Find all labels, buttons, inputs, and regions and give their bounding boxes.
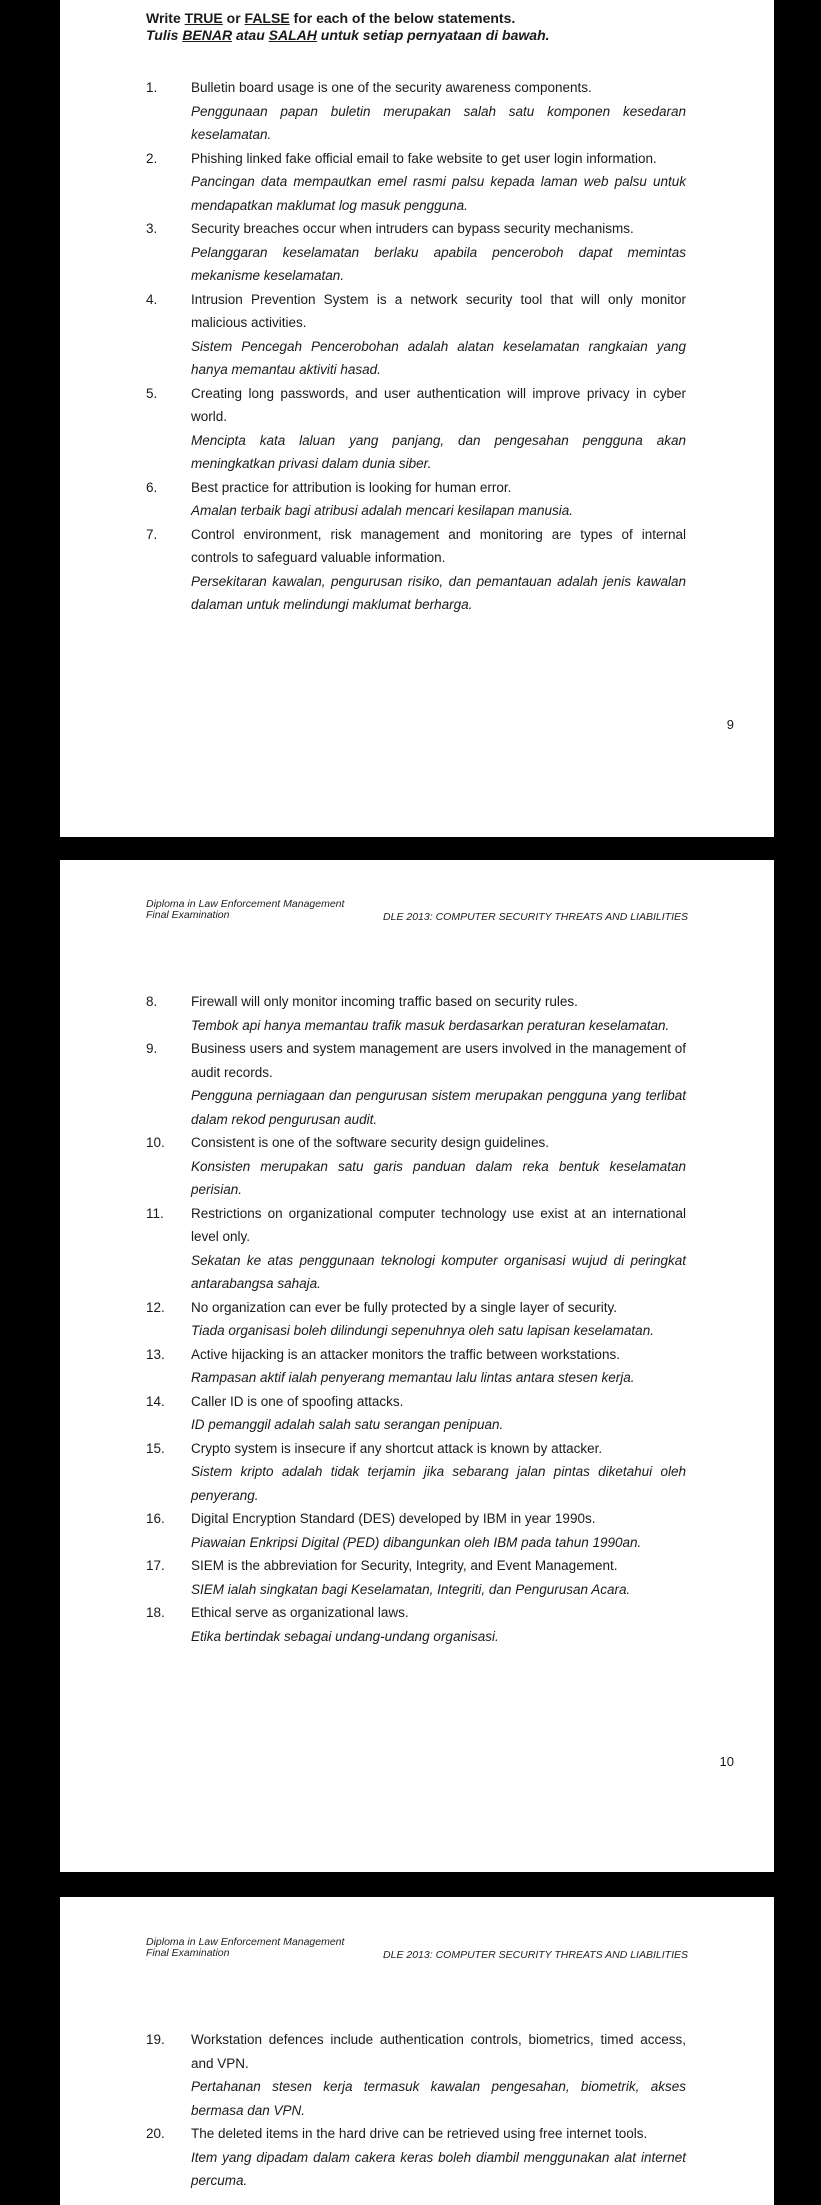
header-program xyxy=(146,899,344,921)
question-english: Active hijacking is an attacker monitors the traffic between workstations. xyxy=(191,1346,620,1362)
question-english: Ethical serve as organizational laws. xyxy=(191,1605,409,1620)
question-english: Restrictions on organizational computer technology use exist at an international level only. xyxy=(191,1205,686,1244)
question-number: 20. xyxy=(146,2126,165,2141)
question-number: 12. xyxy=(146,1299,165,1315)
instruction-malay xyxy=(146,27,550,44)
header-program-name: Diploma in Law Enforcement Management xyxy=(146,898,345,910)
question-item xyxy=(146,1037,686,1131)
instr-salah: SALAH xyxy=(268,27,317,43)
question-item xyxy=(146,1131,686,1202)
question-english: Security breaches occur when intruders can bypass security mechanisms. xyxy=(191,221,634,236)
question-english: SIEM is the abbreviation for Security, Integrity, and Event Management. xyxy=(191,1558,618,1573)
question-item xyxy=(146,1507,686,1554)
question-item xyxy=(146,1296,686,1343)
question-english: No organization can ever be fully protected by a single layer of security. xyxy=(191,1299,617,1315)
question-item xyxy=(146,1390,686,1437)
question-malay: Pertahanan stesen kerja termasuk kawalan pengesahan, biometrik, akses bermasa dan VPN. xyxy=(191,2079,686,2118)
question-number: 7. xyxy=(146,526,158,542)
question-number: 8. xyxy=(146,994,158,1009)
question-malay: Tiada organisasi boleh dilindungi sepenuhnya oleh satu lapisan keselamatan. xyxy=(191,1323,654,1338)
question-english: The deleted items in the hard drive can be retrieved using free internet tools. xyxy=(191,2126,648,2141)
question-number: 18. xyxy=(146,1605,165,1620)
page-number: 10 xyxy=(719,1754,734,1769)
question-malay: Item yang dipadam dalam cakera keras boleh diambil menggunakan alat internet percuma. xyxy=(191,2149,686,2188)
question-item xyxy=(146,476,686,523)
instr-false: FALSE xyxy=(244,10,290,26)
question-list xyxy=(146,990,686,1648)
header-exam-name: Final Examination xyxy=(146,1947,230,1959)
instr-text: or xyxy=(222,10,245,26)
header-exam-name: Final Examination xyxy=(146,909,230,921)
question-malay: Konsisten merupakan satu garis panduan dalam reka bentuk keselamatan perisian. xyxy=(191,1158,686,1197)
question-list xyxy=(146,2028,686,2193)
question-malay: Pelanggaran keselamatan berlaku apabila penceroboh dapat memintas mekanisme keselamatan. xyxy=(191,244,686,283)
question-item xyxy=(146,1343,686,1390)
question-item xyxy=(146,76,686,147)
question-malay: Penggunaan papan buletin merupakan salah satu komponen kesedaran keselamatan. xyxy=(191,103,686,142)
document-page-9 xyxy=(60,0,774,837)
question-number: 16. xyxy=(146,1511,165,1526)
question-malay: Persekitaran kawalan, pengurusan risiko, dan pemantauan adalah jenis kawalan dalaman untuk melindungi maklumat berharga. xyxy=(191,573,686,612)
instruction-english xyxy=(146,10,550,27)
question-item xyxy=(146,1202,686,1296)
header-program xyxy=(146,1937,344,1959)
question-english: Bulletin board usage is one of the security awareness components. xyxy=(191,80,592,95)
question-english: Consistent is one of the software security design guidelines. xyxy=(191,1135,549,1150)
question-number: 17. xyxy=(146,1558,165,1573)
header-program-name: Diploma in Law Enforcement Management xyxy=(146,1936,345,1948)
question-malay: Sistem Pencegah Pencerobohan adalah alatan keselamatan rangkaian yang hanya memantau aktiviti hasad. xyxy=(191,338,686,377)
question-english: Crypto system is insecure if any shortcut attack is known by attacker. xyxy=(191,1440,603,1456)
question-item xyxy=(146,288,686,382)
question-english: Creating long passwords, and user authentication will improve privacy in cyber world. xyxy=(191,385,686,424)
question-item xyxy=(146,382,686,476)
question-number: 4. xyxy=(146,291,158,307)
instr-true: TRUE xyxy=(184,10,223,26)
question-english: Intrusion Prevention System is a network security tool that will only monitor malicious activities. xyxy=(191,291,686,330)
question-number: 14. xyxy=(146,1393,165,1409)
document-page-10 xyxy=(60,860,774,1872)
instr-text: for each of the below statements. xyxy=(289,10,516,26)
instructions xyxy=(146,10,550,44)
question-number: 13. xyxy=(146,1346,165,1362)
instr-text: Tulis xyxy=(146,27,183,43)
question-english: Workstation defences include authentication controls, biometrics, timed access, and VPN. xyxy=(191,2032,686,2071)
question-number: 15. xyxy=(146,1440,165,1456)
question-malay: Pengguna perniagaan dan pengurusan sistem merupakan pengguna yang terlibat dalam rekod pengurusan audit. xyxy=(191,1088,686,1127)
question-item xyxy=(146,2122,686,2193)
instr-text: Write xyxy=(146,10,185,26)
question-number: 11. xyxy=(146,1205,164,1221)
question-english: Caller ID is one of spoofing attacks. xyxy=(191,1393,404,1409)
question-number: 5. xyxy=(146,385,158,401)
instr-text: atau xyxy=(232,27,269,43)
question-english: Digital Encryption Standard (DES) developed by IBM in year 1990s. xyxy=(191,1511,596,1526)
document-page-11 xyxy=(60,1897,774,2205)
question-item xyxy=(146,1554,686,1601)
question-english: Control environment, risk management and monitoring are types of internal controls to safeguard valuable information. xyxy=(191,526,686,565)
question-english: Phishing linked fake official email to fake website to get user login information. xyxy=(191,150,657,166)
question-english: Best practice for attribution is looking for human error. xyxy=(191,479,512,495)
question-number: 19. xyxy=(146,2032,165,2047)
question-malay: Pancingan data mempautkan emel rasmi palsu kepada laman web palsu untuk mendapatkan maklumat log masuk pengguna. xyxy=(191,174,686,213)
question-malay: Amalan terbaik bagi atribusi adalah mencari kesilapan manusia. xyxy=(191,503,573,518)
header-course: DLE 2013: COMPUTER SECURITY THREATS AND LIABILITIES xyxy=(383,1949,688,1961)
question-malay: Sekatan ke atas penggunaan teknologi komputer organisasi wujud di peringkat antarabangsa sahaja. xyxy=(191,1252,686,1291)
question-list xyxy=(146,76,686,617)
question-number: 6. xyxy=(146,479,158,495)
question-item xyxy=(146,147,686,218)
question-number: 10. xyxy=(146,1135,165,1150)
question-number: 1. xyxy=(146,80,158,95)
question-malay: SIEM ialah singkatan bagi Keselamatan, Integriti, dan Pengurusan Acara. xyxy=(191,1581,631,1597)
question-english: Business users and system management are users involved in the management of audit records. xyxy=(191,1041,686,1080)
question-english: Firewall will only monitor incoming traffic based on security rules. xyxy=(191,994,578,1009)
question-malay: Rampasan aktif ialah penyerang memantau lalu lintas antara stesen kerja. xyxy=(191,1370,635,1385)
question-item xyxy=(146,1437,686,1508)
question-item xyxy=(146,1601,686,1648)
question-malay: Piawaian Enkripsi Digital (PED) dibangunkan oleh IBM pada tahun 1990an. xyxy=(191,1534,642,1550)
question-item xyxy=(146,990,686,1037)
question-number: 2. xyxy=(146,150,158,166)
instr-benar: BENAR xyxy=(182,27,233,43)
question-item xyxy=(146,523,686,617)
instr-text: untuk setiap pernyataan di bawah. xyxy=(316,27,550,43)
question-number: 3. xyxy=(146,221,158,236)
question-number: 9. xyxy=(146,1041,158,1056)
question-malay: Sistem kripto adalah tidak terjamin jika sebarang jalan pintas diketahui oleh penyerang. xyxy=(191,1464,686,1503)
question-malay: ID pemanggil adalah salah satu serangan penipuan. xyxy=(191,1417,504,1432)
question-malay: Mencipta kata laluan yang panjang, dan pengesahan pengguna akan meningkatkan privasi dalam dunia siber. xyxy=(191,432,686,471)
question-item xyxy=(146,217,686,288)
question-item xyxy=(146,2028,686,2122)
question-malay: Tembok api hanya memantau trafik masuk berdasarkan peraturan keselamatan. xyxy=(191,1017,670,1033)
page-number: 9 xyxy=(726,717,734,732)
question-malay: Etika bertindak sebagai undang-undang organisasi. xyxy=(191,1628,499,1644)
header-course: DLE 2013: COMPUTER SECURITY THREATS AND LIABILITIES xyxy=(383,911,688,923)
